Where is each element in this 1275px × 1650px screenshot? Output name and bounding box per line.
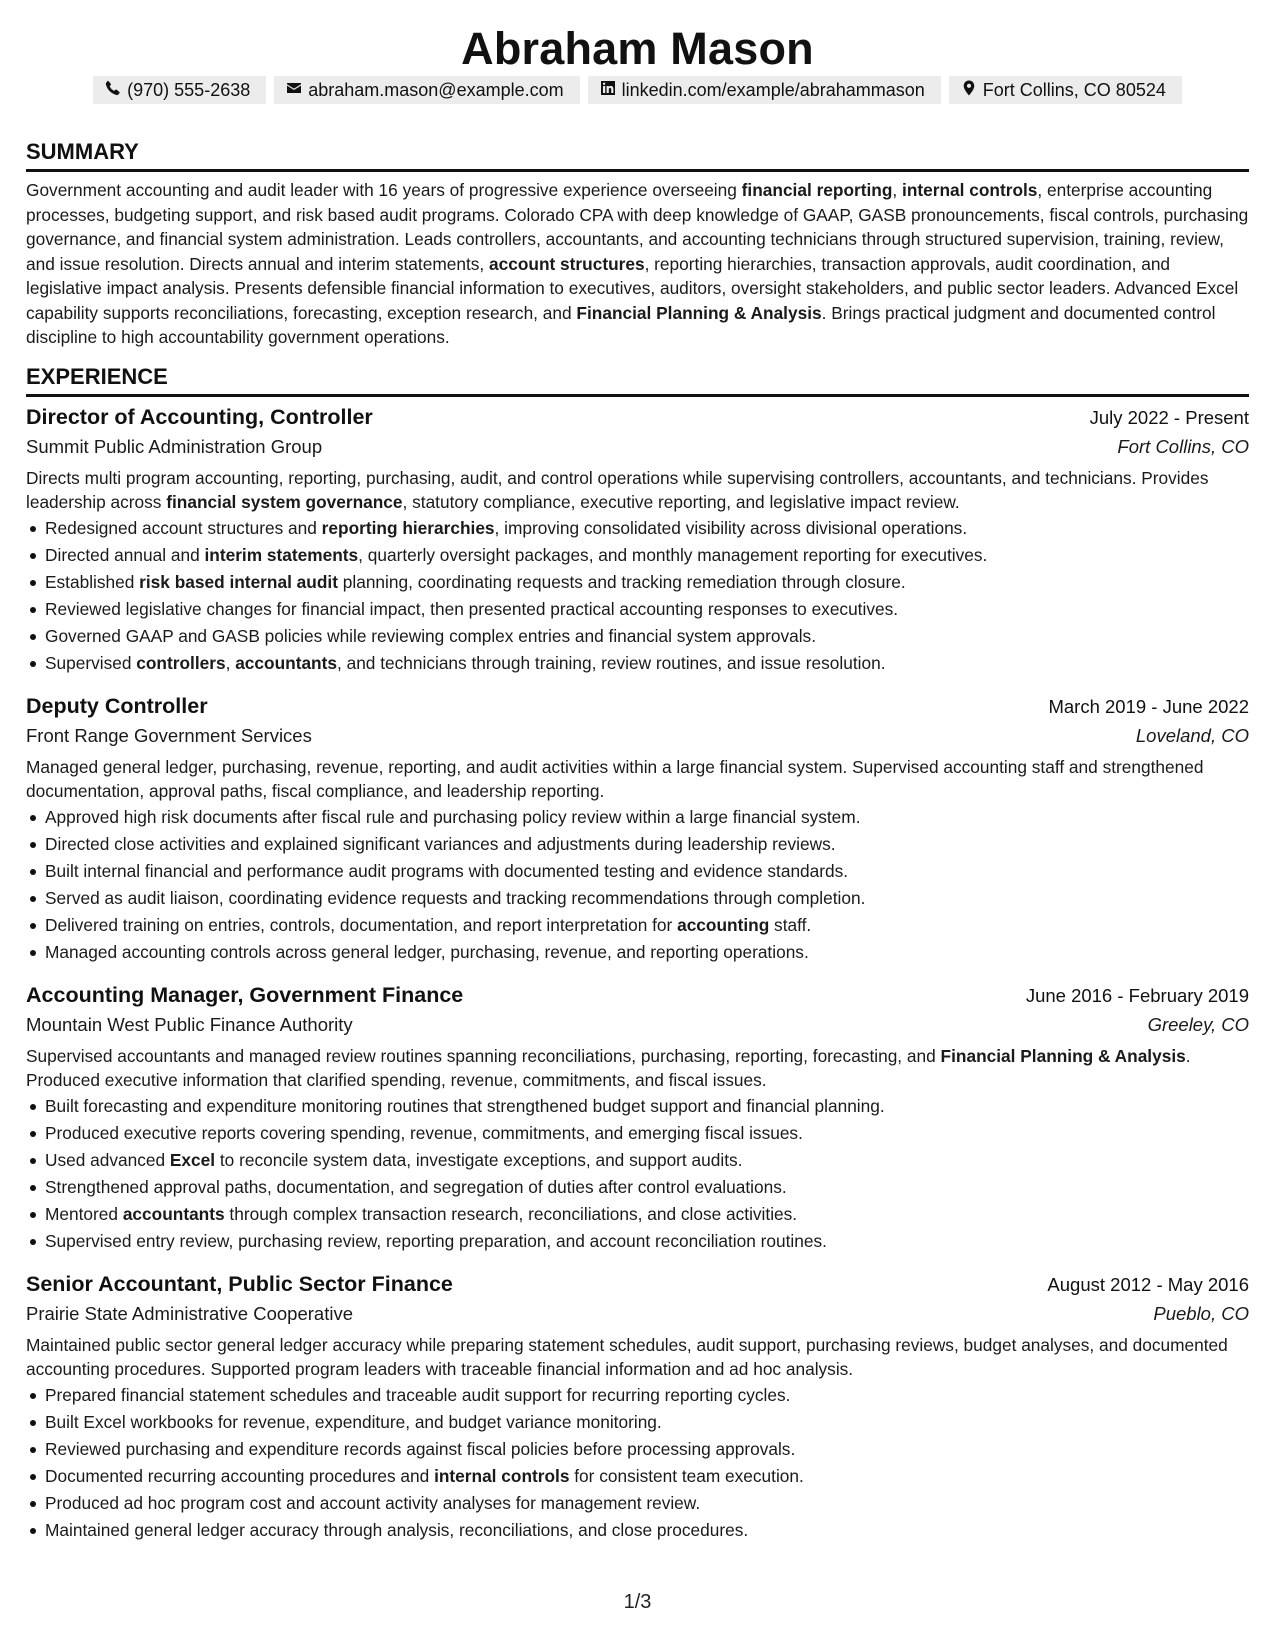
contact-email[interactable]: [274, 76, 579, 104]
job-bullets: [26, 515, 1249, 677]
job-summary: Directs multi program accounting, reporting, purchasing, audit, and control operations while supervising controllers, accountants, and technicians. Provides leadership across financial system governance, statutory compliance, executive reporting, and legislative impact review.: [26, 467, 1209, 512]
job-bullet: Produced ad hoc program cost and account activity analyses for management review.: [26, 1490, 1249, 1517]
job-dates: August 2012 - May 2016: [1047, 1273, 1249, 1295]
job-summary: Managed general ledger, purchasing, revenue, reporting, and audit activities within a large financial system. Supervised accounting staff and strengthened documentation, approval paths, fiscal compliance, and leadership reporting.: [26, 756, 1204, 801]
organization-name: Mountain West Public Finance Authority: [26, 1013, 353, 1035]
contact-linkedin-text: linkedin.com/example/abrahammason: [621, 80, 925, 100]
job-bullet: Established risk based internal audit planning, coordinating requests and tracking remediation through closure.: [26, 569, 1249, 596]
job-bullet: Approved high risk documents after fiscal rule and purchasing policy review within a large financial system.: [26, 804, 1249, 831]
job-entry: [26, 405, 1249, 677]
job-title: Director of Accounting, Controller: [26, 404, 373, 429]
section-title-summary: SUMMARY: [26, 139, 1249, 172]
job-header: [26, 694, 1249, 719]
job-dates: July 2022 - Present: [1089, 406, 1249, 428]
contact-email-text: abraham.mason@example.com: [308, 80, 564, 100]
job-org-row: [26, 1014, 1249, 1036]
job-org-row: [26, 1303, 1249, 1325]
organization-name: Front Range Government Services: [26, 724, 312, 746]
job-bullet: Produced executive reports covering spending, revenue, commitments, and emerging fiscal issues.: [26, 1120, 1249, 1147]
organization-name: Summit Public Administration Group: [26, 435, 323, 457]
candidate-name: Abraham Mason: [461, 23, 814, 74]
resume-page: [26, 0, 1249, 1544]
job-location: Loveland, CO: [1135, 724, 1249, 746]
job-entry: [26, 694, 1249, 966]
job-bullet: Reviewed purchasing and expenditure records against fiscal policies before processing approvals.: [26, 1436, 1249, 1463]
job-bullet: Directed close activities and explained significant variances and adjustments during leadership reviews.: [26, 831, 1249, 858]
job-location: Greeley, CO: [1147, 1013, 1249, 1035]
job-header: [26, 983, 1249, 1008]
job-summary: Maintained public sector general ledger accuracy while preparing statement schedules, audit support, purchasing reviews, budget analyses, and documented accounting procedures. Supported program leaders with traceable financial information and ad hoc analysis.: [26, 1334, 1228, 1379]
job-bullet: Redesigned account structures and reporting hierarchies, improving consolidated visibility across divisional operations.: [26, 515, 1249, 542]
linkedin-icon: [600, 76, 616, 104]
envelope-icon: [286, 76, 302, 104]
job-dates: March 2019 - June 2022: [1048, 695, 1249, 717]
job-bullet: Documented recurring accounting procedures and internal controls for consistent team execution.: [26, 1463, 1249, 1490]
job-bullet: Governed GAAP and GASB policies while reviewing complex entries and financial system approvals.: [26, 623, 1249, 650]
contact-phone-text: (970) 555-2638: [127, 80, 251, 100]
job-org-row: [26, 725, 1249, 747]
job-bullet: Built forecasting and expenditure monitoring routines that strengthened budget support and financial planning.: [26, 1093, 1249, 1120]
job-summary: Supervised accountants and managed review routines spanning reconciliations, purchasing, reporting, forecasting, and Financial Planning & Analysis. Produced executive information that clarified spending, revenue, commitments, and fiscal issues.: [26, 1045, 1191, 1090]
job-bullet: Built Excel workbooks for revenue, expenditure, and budget variance monitoring.: [26, 1409, 1249, 1436]
job-location: Fort Collins, CO: [1117, 435, 1249, 457]
job-bullet: Prepared financial statement schedules and traceable audit support for recurring reporting cycles.: [26, 1382, 1249, 1409]
summary-text: Government accounting and audit leader with 16 years of progressive experience overseeing financial reporting, internal controls, enterprise accounting processes, budgeting support, and risk based audit programs. Colorado CPA with deep knowledge of GAAP, GASB pronouncements, fiscal controls, purchasing governance, and financial system administration. Leads controllers, accountants, and accounting technicians through structured supervision, training, review, and issue resolution. Directs annual and interim statements, account structures, reporting hierarchies, transaction approvals, audit coordination, and legislative impact analysis. Presents defensible financial information to executives, auditors, oversight stakeholders, and public sector leaders. Advanced Excel capability supports reconciliations, forecasting, exception research, and Financial Planning & Analysis. Brings practical judgment and documented control discipline to high accountability government operations.: [26, 180, 1249, 347]
page-number: 1/3: [623, 1591, 652, 1613]
section-title-experience: EXPERIENCE: [26, 364, 1249, 397]
job-bullet: Delivered training on entries, controls, documentation, and report interpretation for accounting staff.: [26, 912, 1249, 939]
job-bullet: Managed accounting controls across general ledger, purchasing, revenue, and reporting operations.: [26, 939, 1249, 966]
job-dates: June 2016 - February 2019: [1025, 984, 1249, 1006]
job-bullets: [26, 1093, 1249, 1255]
job-bullet: Reviewed legislative changes for financial impact, then presented practical accounting responses to executives.: [26, 596, 1249, 623]
job-list: [26, 405, 1249, 1544]
job-bullets: [26, 804, 1249, 966]
experience-section: [26, 364, 1249, 1544]
job-title: Senior Accountant, Public Sector Finance: [26, 1271, 453, 1296]
summary-section: [26, 139, 1249, 350]
job-org-row: [26, 436, 1249, 458]
job-bullet: Served as audit liaison, coordinating evidence requests and tracking recommendations through completion.: [26, 885, 1249, 912]
contact-phone[interactable]: [93, 76, 266, 104]
map-pin-icon: [961, 76, 977, 104]
job-entry: [26, 1272, 1249, 1544]
job-header: [26, 405, 1249, 430]
job-bullet: Strengthened approval paths, documentation, and segregation of duties after control evaluations.: [26, 1174, 1249, 1201]
contact-location-text: Fort Collins, CO 80524: [982, 80, 1166, 100]
job-entry: [26, 983, 1249, 1255]
job-header: [26, 1272, 1249, 1297]
organization-name: Prairie State Administrative Cooperative: [26, 1302, 353, 1324]
job-bullet: Used advanced Excel to reconcile system data, investigate exceptions, and support audits.: [26, 1147, 1249, 1174]
job-bullet: Mentored accountants through complex transaction research, reconciliations, and close activities.: [26, 1201, 1249, 1228]
contact-linkedin[interactable]: [588, 76, 941, 104]
phone-icon: [105, 76, 121, 104]
contact-location: [949, 76, 1182, 104]
job-bullet: Maintained general ledger accuracy through analysis, reconciliations, and close procedures.: [26, 1517, 1249, 1544]
job-title: Accounting Manager, Government Finance: [26, 982, 464, 1007]
contact-bar: [26, 76, 1249, 104]
job-bullet: Supervised controllers, accountants, and technicians through training, review routines, and issue resolution.: [26, 650, 1249, 677]
job-title: Deputy Controller: [26, 693, 208, 718]
job-bullet: Built internal financial and performance audit programs with documented testing and evidence standards.: [26, 858, 1249, 885]
job-location: Pueblo, CO: [1153, 1302, 1249, 1324]
job-bullet: Supervised entry review, purchasing review, reporting preparation, and account reconciliation routines.: [26, 1228, 1249, 1255]
job-bullet: Directed annual and interim statements, quarterly oversight packages, and monthly management reporting for executives.: [26, 542, 1249, 569]
job-bullets: [26, 1382, 1249, 1544]
